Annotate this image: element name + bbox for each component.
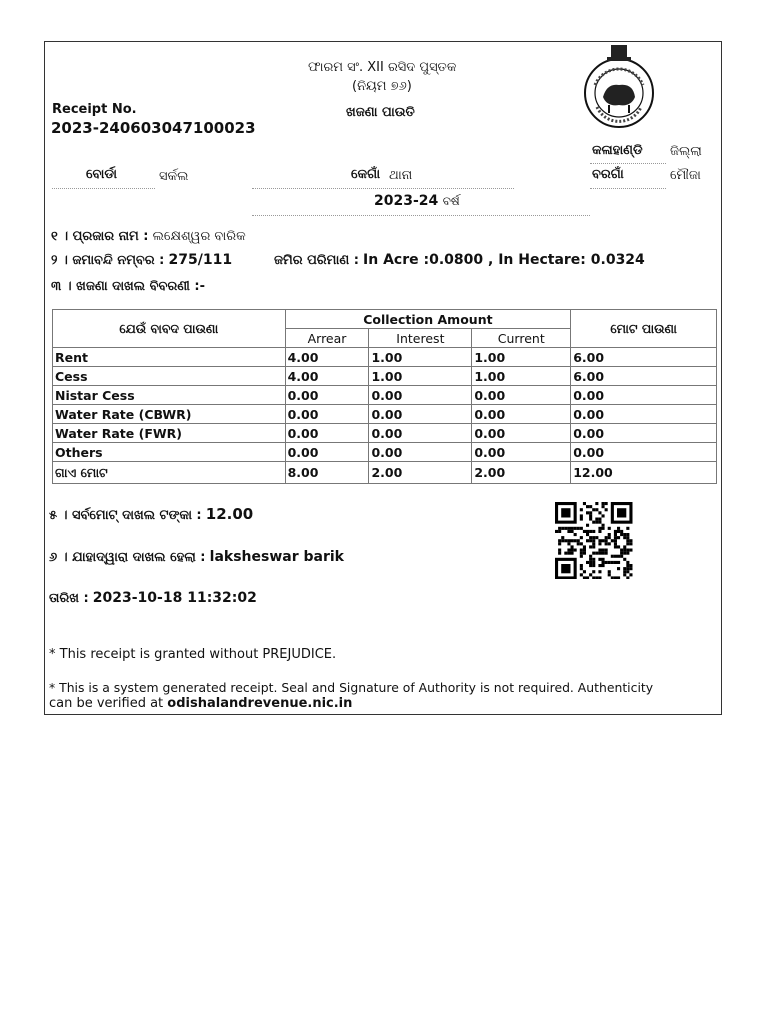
receipt-label: Receipt No. (52, 102, 137, 117)
col-head-interest: Interest (369, 329, 472, 348)
col-head-item: ଯେଉଁ ବାବଦ ପାଉଣା (53, 310, 286, 348)
tenant-label: ୧ । ପ୍ରଜାର ନାମ : (51, 229, 149, 244)
mouza-underline (590, 188, 666, 189)
table-row (53, 367, 717, 386)
cell-arrear: 0.00 (285, 424, 369, 443)
year-value: 2023-24 (374, 193, 439, 209)
cell-arrear: 0.00 (285, 386, 369, 405)
table-row (53, 348, 717, 367)
district-label: ଜିଲ୍ଲା (670, 144, 702, 159)
cell-item: Cess (53, 367, 286, 386)
thana-label: ଥାନା (389, 168, 413, 183)
col-head-total: ମୋଟ ପାଉଣା (571, 310, 717, 348)
cell-current: 0.00 (472, 386, 571, 405)
area-value: In Acre :0.0800 , In Hectare: 0.0324 (363, 252, 645, 268)
circle-underline (52, 188, 155, 189)
year-label: ବର୍ଷ (442, 194, 460, 208)
collection-table (52, 309, 717, 484)
col-head-current: Current (472, 329, 571, 348)
cell-total: 0.00 (571, 405, 717, 424)
date-label: ତାରିଖ : (49, 591, 89, 606)
cell-item: ଗାଏ ମୋଟ (53, 462, 286, 484)
year-underline (252, 215, 590, 216)
payer-label: ୬ । ଯାହାଦ୍ୱାରା ଦାଖଲ ହେଲା : (49, 550, 206, 565)
cell-arrear: 0.00 (285, 443, 369, 462)
cell-current: 2.00 (472, 462, 571, 484)
circle-label: ସର୍କଲ (159, 169, 189, 184)
payer-row (49, 549, 344, 565)
area-label: ଜମିର ପରିମାଣ : (274, 253, 359, 268)
cell-item: Rent (53, 348, 286, 367)
total-label: ୫ । ସର୍ବମୋଟ୍ ଦାଖଲ ଟଙ୍କା : (49, 508, 202, 523)
qr-code (555, 502, 636, 579)
cell-current: 1.00 (472, 367, 571, 386)
doc-title: ଖଜଣା ପାଉତି (346, 105, 415, 120)
cell-interest: 0.00 (369, 386, 472, 405)
note-prejudice: * This receipt is granted without PREJUDICE. (49, 647, 337, 662)
cell-arrear: 8.00 (285, 462, 369, 484)
col-head-arrear: Arrear (285, 329, 369, 348)
area-row (274, 252, 645, 268)
district-underline (590, 163, 666, 164)
cell-arrear: 0.00 (285, 405, 369, 424)
payer-value: laksheswar barik (209, 549, 344, 565)
khata-number: 275/111 (168, 252, 233, 268)
form-line: ଫାରମ ସଂ. XII ରସିଦ ପୁସ୍ତକ (308, 60, 457, 75)
table-row (53, 424, 717, 443)
note-system: * This is a system generated receipt. Seal and Signature of Authority is not required. Authenticity (49, 680, 654, 695)
cell-interest: 0.00 (369, 443, 472, 462)
date-row (49, 590, 257, 606)
verify-link[interactable]: odishalandrevenue.nic.in (167, 696, 353, 711)
cell-arrear: 4.00 (285, 367, 369, 386)
note-verify-text: can be verified at (49, 696, 168, 711)
thana-value: କେଗାଁ (351, 167, 381, 182)
note-verify (49, 696, 352, 711)
cell-interest: 1.00 (369, 348, 472, 367)
cell-item: Others (53, 443, 286, 462)
col-head-collection: Collection Amount (285, 310, 571, 329)
cell-current: 0.00 (472, 424, 571, 443)
cell-total: 0.00 (571, 424, 717, 443)
odisha-emblem-seal (573, 41, 665, 129)
cell-current: 0.00 (472, 443, 571, 462)
cell-interest: 0.00 (369, 424, 472, 443)
cell-arrear: 4.00 (285, 348, 369, 367)
circle-value: ବୋର୍ଡା (86, 167, 117, 182)
cell-interest: 2.00 (369, 462, 472, 484)
table-row (53, 405, 717, 424)
table-row (53, 462, 717, 484)
cell-interest: 1.00 (369, 367, 472, 386)
khata-label: ୨ । ଜମାବନ୍ଦି ନମ୍ବର : (51, 253, 165, 268)
deposit-label: ୩ । ଖଜଣା ଦାଖଲ ବିବରଣୀ :- (51, 279, 205, 294)
thana-underline (252, 188, 514, 189)
tenant-row (51, 229, 246, 244)
cell-interest: 0.00 (369, 405, 472, 424)
cell-item: Nistar Cess (53, 386, 286, 405)
total-value: 12.00 (205, 505, 254, 523)
cell-total: 0.00 (571, 443, 717, 462)
cell-total: 6.00 (571, 367, 717, 386)
cell-total: 12.00 (571, 462, 717, 484)
receipt-number: 2023-240603047100023 (51, 119, 256, 137)
cell-current: 1.00 (472, 348, 571, 367)
cell-item: Water Rate (FWR) (53, 424, 286, 443)
table-row (53, 443, 717, 462)
table-row (53, 386, 717, 405)
total-row (49, 505, 253, 523)
cell-item: Water Rate (CBWR) (53, 405, 286, 424)
mouza-value: ବରଗାଁ (592, 167, 624, 182)
cell-total: 6.00 (571, 348, 717, 367)
tenant-name: ଲକ୍ଷେଶ୍ୱର ବାରିକ (152, 229, 246, 244)
mouza-label: ମୌଜା (670, 168, 701, 183)
khata-row (51, 252, 232, 268)
cell-current: 0.00 (472, 405, 571, 424)
cell-total: 0.00 (571, 386, 717, 405)
year (374, 193, 460, 209)
date-value: 2023-10-18 11:32:02 (92, 590, 257, 606)
district-value: କଳାହାଣ୍ଡି (592, 143, 643, 158)
rule-line: (ନିୟମ ୭୬) (352, 79, 412, 94)
